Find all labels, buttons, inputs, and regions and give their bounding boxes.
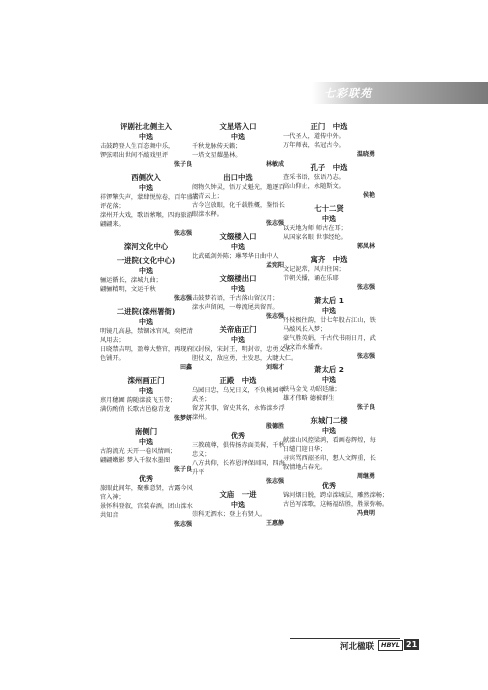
couplet-section xyxy=(100,376,192,423)
couplet-line: 滦水声留闲，一尊流尾共留晋。 xyxy=(192,304,279,311)
couplet-line: 节朝关播，诵在乐耶 xyxy=(283,275,339,282)
couplet-line: 乌园日忠，乌兄日义，不负桃园尊 xyxy=(192,387,285,394)
author-name: 孟宪阳 xyxy=(265,262,284,269)
couplet-line: 翩翩嫩影 梦入千叙水墨图 xyxy=(100,457,171,464)
award-level: 中选 xyxy=(231,336,245,344)
section-heading: 正门 中选 xyxy=(310,122,348,131)
magazine-badge: HBYL xyxy=(378,640,403,651)
section-heading: 滦河文化中心 xyxy=(123,242,169,251)
award-level: 中选 xyxy=(231,285,245,293)
award-level: 中选 xyxy=(231,243,245,251)
author-name: 田鑫 xyxy=(179,364,192,371)
section-heading: 萧太后 2 xyxy=(314,365,344,374)
author-name: 殷德胜 xyxy=(265,423,284,430)
couplet-line: 查采书语，弦语乃志。 xyxy=(283,174,345,181)
award-level: 中选 xyxy=(139,267,153,275)
award-level: 中选 xyxy=(322,307,336,315)
award-level: 中选 xyxy=(139,438,153,446)
couplet-line: 一塔文星耀墨林。 xyxy=(192,152,242,159)
couplet-line: 明镜几高悬，禁锢冰官风，奕把清 xyxy=(100,328,193,335)
couplet-line: 古韵流光 天开一卷风情画； xyxy=(100,448,177,455)
author-name: 周继勇 xyxy=(356,473,375,480)
author-name: 张志强 xyxy=(173,295,192,302)
couplet-line: 从国家名眼 世事经纶。 xyxy=(283,234,347,241)
couplet-line: 风用去； xyxy=(100,337,125,344)
couplet-line: 高山仰止，永随斯文。 xyxy=(283,183,345,190)
couplet-line: 满仿酌俏 长歌古邑稳青龙 xyxy=(100,406,171,413)
section-heading: 一进院(文化中心) xyxy=(116,256,176,265)
author-name: 张志强 xyxy=(265,220,284,227)
author-name: 张梦妍 xyxy=(173,415,192,422)
couplet-line: 三教疏尊，俱传扬赤面美髯，千秋 xyxy=(192,442,285,449)
author-name: 侯艳 xyxy=(362,192,375,199)
section-heading: 东城门二楼 xyxy=(310,416,348,425)
couplet-line: 日晓禁吉明，盈尊大整官，再现府 xyxy=(100,346,193,353)
couplet-line: 比武砥剑外陈；琳琴华日曲中人 xyxy=(192,253,279,260)
couplet-section xyxy=(100,307,192,372)
author-name: 张子良 xyxy=(356,404,375,411)
couplet-line: 功文治永播香。 xyxy=(283,344,327,351)
couplet-line: 共知音 xyxy=(100,512,119,519)
couplet-section xyxy=(100,256,192,303)
author-name: 王惠静 xyxy=(265,520,284,527)
couplet-line: 马敲风长入梦； xyxy=(283,326,327,333)
section-heading: 孔子 中选 xyxy=(310,163,348,172)
couplet-line: 翩骊精明，文运千秋 xyxy=(100,286,156,293)
couplet-line: 翩翩来。 xyxy=(100,221,125,228)
author-name: 张志强 xyxy=(265,478,284,485)
couplet-line: 万年师表，名冠古今。 xyxy=(283,142,345,149)
award-level: 中选 xyxy=(139,387,153,395)
award-level: 优秀 xyxy=(231,432,245,440)
couplet-section xyxy=(283,365,375,412)
couplet-line: 色铺开。 xyxy=(100,355,125,362)
award-level: 优秀 xyxy=(139,475,153,483)
author-name: 张志强 xyxy=(173,230,192,237)
couplet-section xyxy=(192,376,284,486)
couplet-line: 千秋龙脉传天籁； xyxy=(192,143,242,150)
column-2 xyxy=(192,120,298,532)
couplet-line: 胆仗义，敌应勇，主发思，大睫大仁。 xyxy=(192,355,298,362)
couplet-section xyxy=(283,255,375,292)
couplet-section xyxy=(100,173,199,238)
couplet-line: 武圣； xyxy=(192,396,211,403)
section-heading: 文星塔入口 xyxy=(219,122,257,131)
author-name: 张志强 xyxy=(356,353,375,360)
couplet-section xyxy=(192,274,284,321)
couplet-line: 豪气胜英娟，千古代书雨日月，武 xyxy=(283,335,376,342)
section-heading: 七十二贤 xyxy=(314,204,344,213)
couplet-section xyxy=(283,122,375,159)
couplet-line: 文记泥常，风归往国； xyxy=(283,266,345,273)
couplet-section xyxy=(283,163,375,200)
couplet-line: 日缱门迎日华； xyxy=(283,446,327,453)
couplet-line: 官入神； xyxy=(100,494,125,501)
author-name: 张志强 xyxy=(265,313,284,320)
couplet-section xyxy=(283,296,375,361)
page-number: 21 xyxy=(406,640,418,649)
couplet-line: 献滦山风控梁鸿，看画卷辉煌，每 xyxy=(283,437,376,444)
award-level: 中选 xyxy=(139,184,153,192)
couplet-section xyxy=(192,232,284,270)
author-name: 刘瑞才 xyxy=(265,364,284,371)
couplet-section xyxy=(192,122,284,169)
couplet-line: 八方共仰，长祚恩泽保固国，四海 xyxy=(192,460,285,467)
column-3 xyxy=(283,120,389,522)
couplet-line: 以天地为师 师古在耳； xyxy=(283,225,347,232)
award-level: 中选 xyxy=(139,133,153,141)
author-name: 郭凤林 xyxy=(356,243,375,250)
couplet-section xyxy=(100,122,192,169)
author-name: 张子良 xyxy=(173,466,192,473)
couplet-line: 古邑写滦歌，这畅福结胜，胜景弥畅。 xyxy=(283,501,389,508)
couplet-line: 一代圣人，道传中外。 xyxy=(283,133,345,140)
section-title: 七彩联苑 xyxy=(324,87,372,100)
couplet-line: 丹枝极往韵，廿七年股占江山，铁 xyxy=(283,317,376,324)
couplet-line: 评花落； xyxy=(100,203,125,210)
couplet-line: 雄才伟略 德被群生 xyxy=(283,395,335,402)
section-heading: 关帝庙正门 xyxy=(219,325,257,334)
author-name: 张志强 xyxy=(173,521,192,528)
couplet-section xyxy=(283,416,389,518)
couplet-line: 步青云上； xyxy=(192,193,223,200)
award-level: 优秀 xyxy=(322,482,336,490)
couplet-line: 汉封侯，宋封王，明封帝，忠勇义圣； xyxy=(192,346,298,353)
author-name: 林敏成 xyxy=(265,161,284,168)
couplet-line: 忠义； xyxy=(192,451,211,458)
award-level: 中选 xyxy=(322,427,336,435)
award-level: 中选 xyxy=(231,133,245,141)
section-heading: 出口中选 xyxy=(223,173,253,182)
author-name: 冯贵明 xyxy=(356,510,375,517)
couplet-line: 滦州。 xyxy=(192,414,211,421)
couplet-section xyxy=(283,204,375,251)
couplet-line: 滦州开大戏，歌语萦喉，四海旅游 xyxy=(100,212,193,219)
couplet-section xyxy=(100,242,192,252)
award-level: 中选 xyxy=(322,376,336,384)
couplet-line: 骊运循长，滦城九曲； xyxy=(100,277,162,284)
section-heading: 萧太后 1 xyxy=(314,296,344,305)
award-level: 中选 xyxy=(231,501,245,509)
couplet-line: 寻宾骂西韶圣印，想人文辉重，长 xyxy=(283,455,376,462)
section-heading: 二进院(滦州署衙) xyxy=(116,307,176,316)
award-level: 中选 xyxy=(322,215,336,223)
couplet-section xyxy=(100,427,192,529)
section-heading: 文缀楼出口 xyxy=(219,274,257,283)
couplet-line: 祥锣擎失声，蒙肆悦惊卷，百年盛看 xyxy=(100,194,199,201)
section-heading: 南侧门 xyxy=(134,427,158,436)
section-heading: 滦州画正门 xyxy=(127,376,165,385)
couplet-section xyxy=(192,325,298,372)
page-footer xyxy=(0,638,488,652)
couplet-line: 锣弦唱出世间不敲戏里评 xyxy=(100,152,169,159)
couplet-line: 阅物久钟灵，悟万丈魁光，邀逐百 xyxy=(192,184,285,191)
couplet-line: 眼滦水释。 xyxy=(192,211,223,218)
couplet-section xyxy=(192,173,284,228)
couplet-line: 升平 xyxy=(192,469,205,476)
magazine-name: 河北楹联 xyxy=(340,642,375,652)
couplet-section xyxy=(192,490,284,528)
couplet-line: 锦河烟日脱，跨卓滦城层，雕然滦畅； xyxy=(283,492,389,499)
couplet-line: 崇科无泗水；登上有贤人。 xyxy=(192,511,267,518)
section-heading: 评剧社北侧主入 xyxy=(120,122,172,131)
author-name: 温晓勇 xyxy=(356,151,375,158)
couplet-line: 铁马金戈 功昭廷融； xyxy=(283,386,341,393)
couplet-line: 古今岂放眼，化千载胜概，鉴悟长 xyxy=(192,202,285,209)
couplet-line: 叙情地占春光。 xyxy=(283,464,327,471)
section-header-band xyxy=(0,82,488,104)
couplet-line: 击鼓梦若语，千古落山留汉月； xyxy=(192,295,279,302)
section-heading: 文缀楼入口 xyxy=(219,232,257,241)
author-name: 张志强 xyxy=(356,284,375,291)
couplet-line: 旅眼此间年，聚雅意贤，古露今风 xyxy=(100,485,193,492)
couplet-line: 击鼓跨登人生百态舞中乐， xyxy=(100,143,175,150)
section-heading: 正殿 中选 xyxy=(219,376,257,385)
section-heading: 文庙 一进 xyxy=(219,490,257,499)
author-name: 张子良 xyxy=(173,161,192,168)
section-heading: 寓齐 中选 xyxy=(310,255,348,264)
award-level: 中选 xyxy=(139,318,153,326)
couplet-line: 留芳其事，留史其名，永怖滦乡浮 xyxy=(192,405,285,412)
section-heading: 西侧次入 xyxy=(131,173,161,182)
couplet-line: 景怀科登叙，宫装春酒，团山滦水 xyxy=(100,503,193,510)
couplet-line: 禀月穗圃 韵随滦波飞玉带； xyxy=(100,397,177,404)
